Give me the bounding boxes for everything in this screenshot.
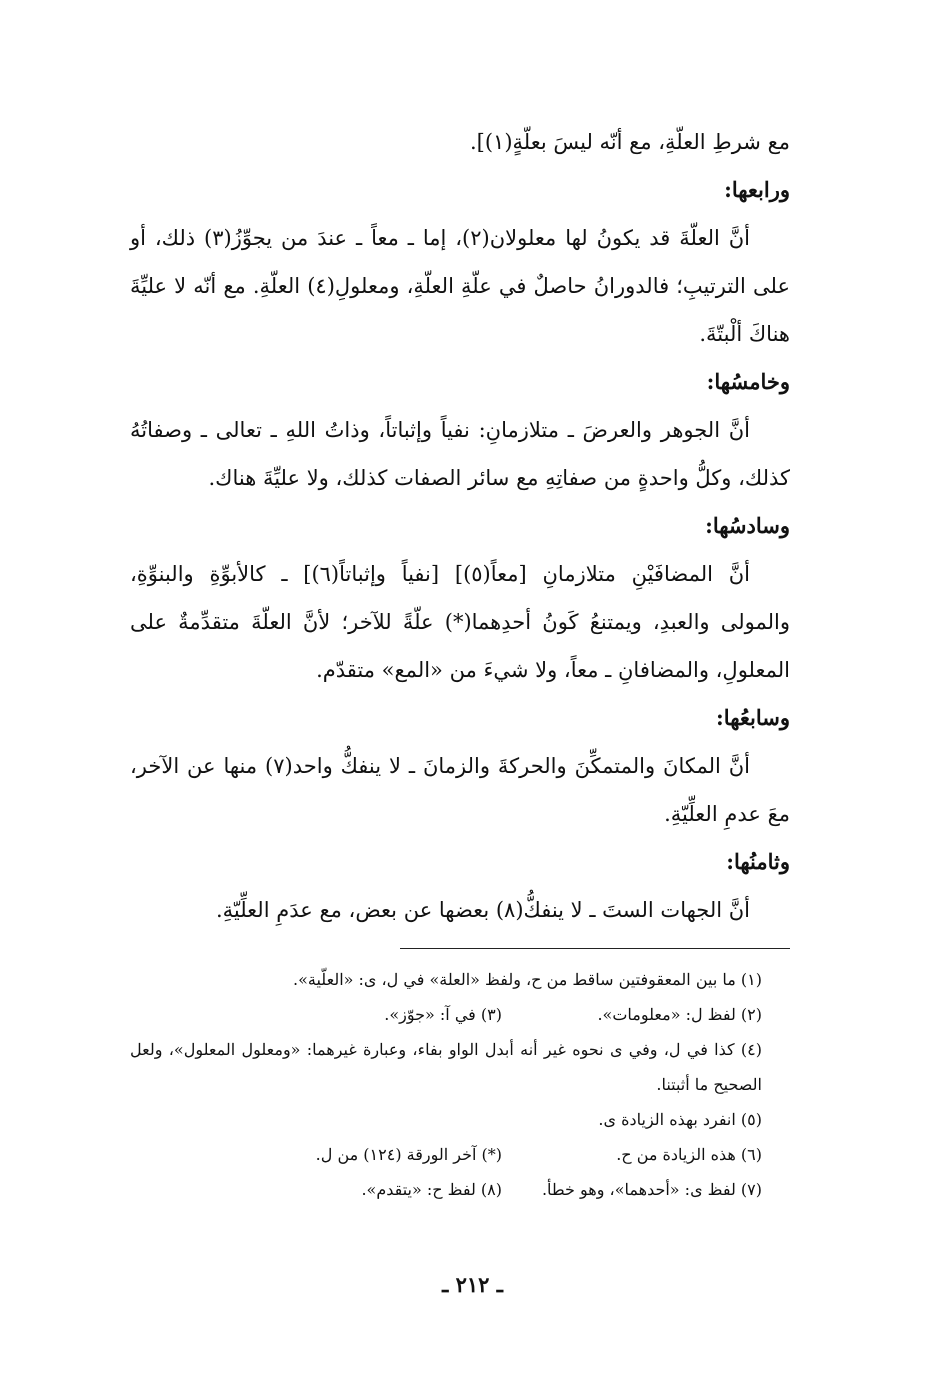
paragraph-fifth: أنَّ الجوهر والعرضَ ـ متلازمانِ: نفياً وإثباتاً، وذاتُ اللهِ ـ تعالى ـ وصفاتُهُ كذلك، وكلُّ واحدةٍ من صفاتِهِ مع سائر الصفات كذلك، ولا عليِّةَ هناك. [130, 418, 790, 490]
footnote-5: (٥) انفرد بهذه الزيادة ى. [598, 1110, 762, 1129]
footnote-1: (١) ما بين المعقوفتين ساقط من ح، ولفظ «العلة» في ل، ى: «العلّية». [293, 970, 762, 989]
heading-fourth: ورابعها: [724, 177, 790, 202]
heading-eighth: وثامنُها: [726, 849, 790, 874]
heading-sixth: وسادسُها: [705, 513, 790, 538]
heading-seventh: وسابعُها: [716, 705, 790, 730]
main-text [130, 118, 790, 934]
footnote-4: (٤) كذا في ل، وفي ى نحوه غير أنه أبدل الواو بفاء، وعبارة غيرهما: «ومعلول المعلول»، ولعل الصحيح ما أثبتنا. [130, 1040, 762, 1094]
footnote-7: (٧) لفظ ى: «أحدهما»، وهو خطأ. [541, 1180, 762, 1199]
footnote-8: (٨) لفظ ح: «يتقدم». [361, 1180, 502, 1199]
heading-fifth: وخامسُها: [706, 369, 790, 394]
footnote-row-2-3 [130, 997, 790, 1032]
footnote-star: (*) آخر الورقة (١٢٤) من ل. [315, 1145, 502, 1164]
footnote-2: (٢) لفظ ل: «معلومات». [597, 1005, 762, 1024]
footnotes [130, 962, 790, 1207]
paragraph-continuation: مع شرطِ العلّةِ، مع أنّه ليسَ بعلّةٍ(١)]. [469, 130, 790, 154]
footnote-divider [400, 948, 790, 949]
paragraph-sixth: أنَّ المضافَيْنِ متلازمانِ [معاً(٥)] [نفياً وإثباتاً(٦)] ـ كالأبوِّةِ والبنوِّةِ، والمولى والعبدِ، ويمتنعُ كَونُ أحدِهما(*) علّةً للآخر؛ لأنَّ العلّةَ متقدِّمةٌ على المعلولِ، والمضافانِ ـ معاً، ولا شيءَ من «المع» متقدّم. [130, 562, 790, 682]
footnote-3: (٣) في آ: «جوّز». [384, 1005, 502, 1024]
footnote-row-6-star [130, 1137, 790, 1172]
page-number: ـ ٢١٢ ـ [442, 1272, 503, 1297]
paragraph-seventh: أنَّ المكانَ والمتمكِّنَ والحركةَ والزمانَ ـ لا ينفكُّ واحد(٧) منها عن الآخر، معَ عدمِ العلِّيّةِ. [130, 754, 790, 826]
paragraph-fourth: أنَّ العلّةَ قد يكونُ لها معلولان(٢)، إما ـ معاً ـ عندَ من يجوِّزُ(٣) ذلك، أو على الترتيبِ؛ فالدورانُ حاصلٌ في علّةِ العلّةِ، ومعلولِ(٤) العلّةِ. مع أنّه لا عليِّةَ هناكَ ألْبتّةَ. [130, 226, 790, 346]
footnote-6: (٦) هذه الزيادة من ح. [616, 1145, 762, 1164]
footnote-row-7-8 [130, 1172, 790, 1207]
paragraph-eighth: أنَّ الجهات الستَ ـ لا ينفكُّ(٨) بعضها عن بعض، مع عدَمِ العلِّيّةِ. [215, 898, 750, 922]
